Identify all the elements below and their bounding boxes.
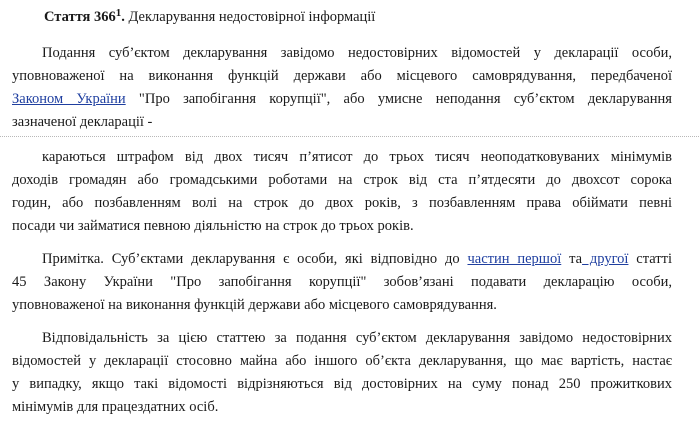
p1-line-3-text: "Про запобігання корупції", або умисне неподання суб’єктом декларування [125,91,672,107]
p2-line-1: караються штрафом від двох тисяч п’ятисот до трьох тисяч неоподатковуваних мінімумів [42,149,672,165]
note-line-3: уповноваженої на виконання функцій держави або місцевого самоврядування. [12,297,497,313]
p3-line-3: у випадку, якщо такі відомості відрізняються від достовірних на суму понад 250 прожиткових [12,376,672,392]
article-number-sup: 1 [115,7,122,19]
p2-line-4: посади чи займатися певною діяльністю на строк до трьох років. [12,218,414,234]
note-line-2: 45 Закону України "Про запобігання корупції" зобов’язані подавати декларацію особи, [12,274,672,290]
p3-line-1: Відповідальність за цією статтею за подання суб’єктом декларування завідомо недостовірних [42,330,672,346]
p1-line-4: зазначеної декларації - [12,114,153,130]
p3-line-4: мінімумів для працездатних осіб. [12,399,219,415]
p1-line-2: уповноваженої на виконання функцій держави або місцевого самоврядування, передбаченої [12,68,672,84]
section-divider [0,136,699,137]
note-text-a: Примітка. Суб’єктами декларування є особи, які відповідно до [42,251,468,267]
p1-line-1: Подання суб’єктом декларування завідомо недостовірних відомостей у декларації особи, [42,45,672,61]
note-text-b: та [561,251,583,267]
p3-line-2: відомостей у декларації стосовно майна або іншого об’єкта декларування, що має вартість, настає [12,353,672,369]
link-part-two[interactable]: другої [582,251,629,267]
article-number-text: Стаття 366 [44,9,116,25]
article-title [44,6,644,29]
article-heading: Декларування недостовірної інформації [128,9,376,25]
p2-line-2: доходів громадян або громадськими роботами на строк від ста п’ятдесяти до двохсот сорока [12,172,672,188]
article-number [44,9,125,25]
p1-line-3 [12,88,672,111]
note-line-1 [42,248,672,271]
link-part-one[interactable]: частин першої [467,251,562,267]
article-number-dot: . [121,9,125,25]
law-link-corruption-prevention[interactable]: Законом України [12,91,126,107]
note-text-c: статті [628,251,673,267]
p2-line-3: годин, або позбавленням волі на строк до двох років, з позбавленням права обіймати певні [12,195,672,211]
